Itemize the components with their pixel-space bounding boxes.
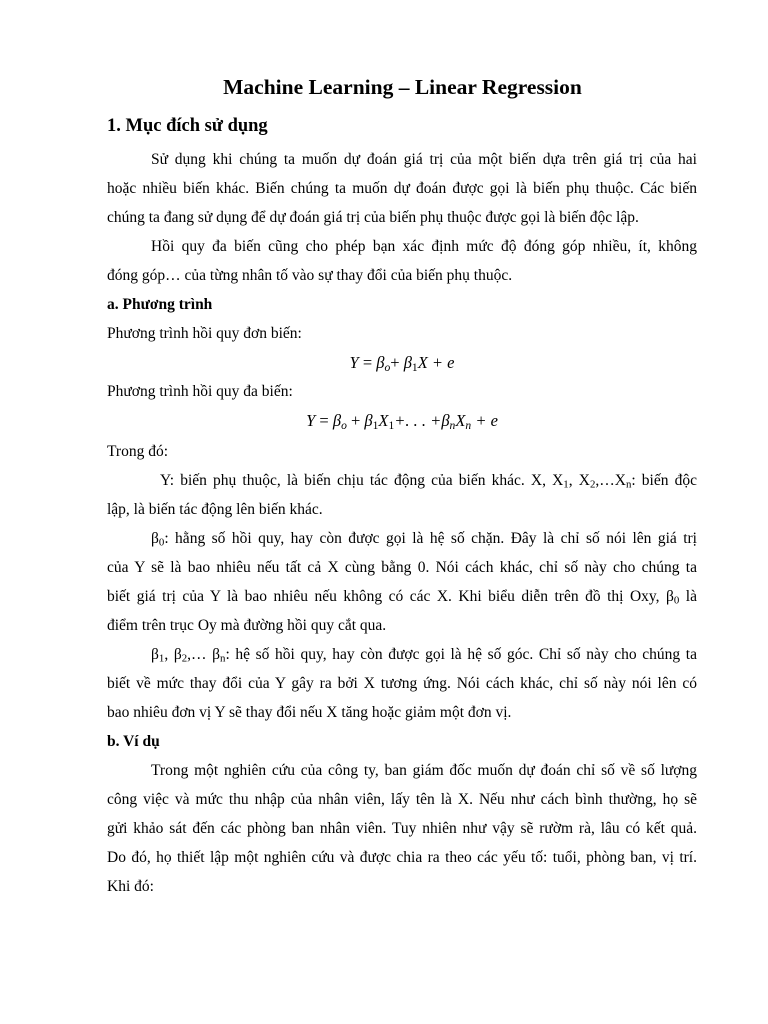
formula-beta0-sub: o — [384, 361, 391, 374]
paragraph-line: chúng ta đang sử dụng để dự đoán giá trị của biến phụ thuộc được gọi là biến độc lập. — [107, 209, 639, 226]
paragraph-line: Khi đó: — [107, 878, 154, 895]
text-span: , β — [164, 646, 182, 663]
section-heading-purpose: 1. Mục đích sử dụng — [107, 116, 268, 136]
text-span: ,… β — [187, 646, 221, 663]
subscript: 1 — [563, 478, 569, 491]
formula-beta0: β — [376, 353, 385, 372]
paragraph-line: công việc và mức thu nhập của nhân viên, lấy tên là X. Nếu như cách bình thường, họ sẽ — [107, 791, 697, 808]
paragraph-line: gửi khảo sát đến các phòng ban nhân viên. Tuy nhiên như vậy sẽ rườm rà, lâu có kết quả. — [107, 820, 697, 837]
formula-tail: + e — [427, 353, 455, 372]
subheading-example: b. Ví dụ — [107, 733, 160, 750]
where-label: Trong đó: — [107, 443, 169, 460]
paragraph-line-y-definition — [160, 466, 697, 495]
formula-x1: X — [378, 411, 389, 430]
formula-x: X — [417, 353, 428, 372]
subscript: 0 — [158, 536, 165, 549]
formula-beta0: β — [332, 411, 342, 430]
formula-equals: = — [358, 353, 377, 372]
paragraph-line: điểm trên trục Oy mà đường hồi quy cắt qua. — [107, 617, 387, 634]
paragraph-line: Sử dụng khi chúng ta muốn dự đoán giá trị của một biến dựa trên giá trị của hai — [151, 151, 697, 168]
formula-betan: β — [441, 411, 450, 430]
text-span: Y: biến phụ thuộc, là biến chịu tác động của biến khác. X, X — [160, 472, 564, 489]
formula-equals: = — [315, 411, 333, 430]
formula-y: Y — [349, 353, 359, 372]
paragraph-line-beta-coefficients — [151, 640, 697, 669]
text-span: biết giá trị của Y là bao nhiêu nếu không có các X. Khi biểu diễn trên đồ thị Oxy, β — [107, 588, 674, 605]
formula-xn: X — [455, 411, 466, 430]
paragraph-line — [107, 582, 697, 611]
text-span: β — [151, 530, 159, 547]
formula-beta1: β — [364, 411, 373, 430]
subscript: n — [220, 652, 226, 665]
formula-beta1: β — [403, 353, 412, 372]
subscript: 2 — [181, 652, 188, 665]
formula-dots: +. . . + — [394, 411, 442, 430]
subscript: n — [625, 478, 632, 491]
formula-plus: + — [346, 411, 365, 430]
text-span: ,…X — [595, 472, 626, 489]
formula-beta1-sub: 1 — [411, 361, 418, 374]
paragraph-line: của Y sẽ là bao nhiêu nếu tất cả X cùng bằng 0. Nói cách khác, chỉ số này cho chúng ta — [107, 559, 697, 576]
formula-xn-sub: n — [465, 419, 472, 432]
text-span: là — [679, 588, 697, 605]
formula-betan-sub: n — [449, 419, 456, 432]
text-span: : hệ số hồi quy, hay còn được gọi là hệ số góc. Chỉ số này cho chúng ta — [225, 646, 697, 663]
paragraph-line: Trong một nghiên cứu của công ty, ban giám đốc muốn dự đoán chỉ số về số lượng — [151, 762, 697, 779]
subheading-equation: a. Phương trình — [107, 296, 213, 313]
simple-regression-formula — [107, 348, 697, 377]
subscript: 1 — [158, 652, 165, 665]
simple-regression-label: Phương trình hồi quy đơn biến: — [107, 325, 302, 342]
paragraph-line: lập, là biến tác động lên biến khác. — [107, 501, 323, 518]
subscript: 0 — [673, 594, 680, 607]
formula-y: Y — [306, 411, 316, 430]
document-title: Machine Learning – Linear Regression — [223, 75, 582, 99]
paragraph-line: hoặc nhiều biến khác. Biến chúng ta muốn dự đoán được gọi là biến phụ thuộc. Các biến — [107, 180, 697, 197]
formula-plus: + — [390, 353, 404, 372]
paragraph-line-beta0-definition — [151, 524, 697, 553]
paragraph-line: Do đó, họ thiết lập một nghiên cứu và được chia ra theo các yếu tố: tuổi, phòng ban, vị trí. — [107, 849, 697, 866]
subscript: 2 — [589, 478, 596, 491]
formula-beta0-sub: o — [341, 419, 347, 432]
paragraph-line: bao nhiêu đơn vị Y sẽ thay đổi nếu X tăng hoặc giảm một đơn vị. — [107, 704, 512, 721]
formula-x1-sub: 1 — [388, 419, 395, 432]
paragraph-line: đóng góp… của từng nhân tố vào sự thay đổi của biến phụ thuộc. — [107, 267, 513, 284]
multi-regression-label: Phương trình hồi quy đa biến: — [107, 383, 293, 400]
formula-tail: + e — [471, 411, 498, 430]
paragraph-line: Hồi quy đa biến cũng cho phép bạn xác định mức độ đóng góp nhiều, ít, không — [151, 238, 697, 255]
multi-regression-formula — [107, 406, 697, 435]
text-span: β — [151, 646, 159, 663]
formula-beta1-sub: 1 — [372, 419, 379, 432]
paragraph-line: biết về mức thay đổi của Y gây ra bởi X tương ứng. Nói cách khác, chỉ số này nói lên có — [107, 675, 697, 692]
text-span: , X — [568, 472, 590, 489]
text-span: : hằng số hồi quy, hay còn được gọi là hệ số chặn. Đây là chỉ số nói lên giá trị — [164, 530, 697, 547]
text-span: : biến độc — [631, 472, 698, 489]
